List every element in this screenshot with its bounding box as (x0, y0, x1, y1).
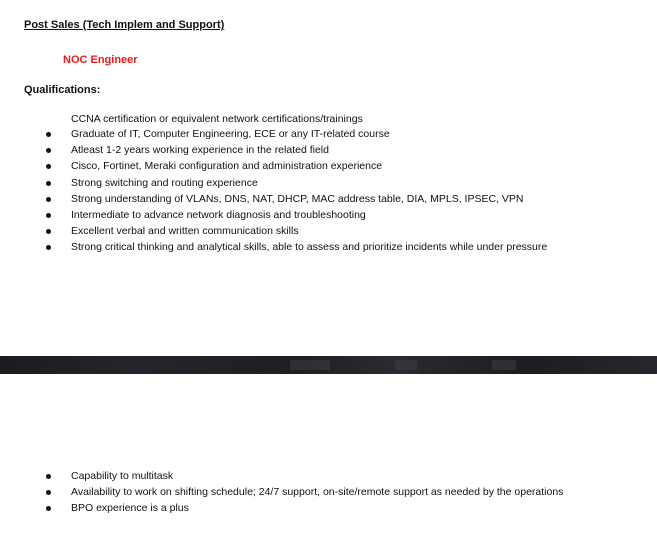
band-segment (492, 360, 516, 370)
list-item-text: Cisco, Fortinet, Meraki configuration and administration experience (71, 160, 383, 173)
section-title: Post Sales (Tech Implem and Support) (24, 19, 225, 31)
bullet-dot-icon (46, 148, 51, 153)
bullet-dot-icon (46, 213, 51, 218)
list-item (0, 142, 657, 158)
bullet-dot-icon (46, 506, 51, 511)
list-item (0, 158, 657, 174)
bullet-dot-icon (46, 474, 51, 479)
list-item-text: Capability to multitask (71, 470, 174, 482)
band-segment (395, 360, 417, 370)
list-item (0, 175, 657, 191)
list-item-text: Intermediate to advance network diagnosis and troubleshooting (71, 208, 366, 221)
list-item-text: Excellent verbal and written communication skills (71, 225, 299, 238)
list-item (0, 500, 657, 516)
job-title: NOC Engineer (63, 54, 138, 66)
list-item-text: Strong understanding of VLANs, DNS, NAT, DHCP, MAC address table, DIA, MPLS, IPSEC, VPN (71, 192, 524, 205)
list-item-text: Atleast 1-2 years working experience in the related field (71, 144, 329, 157)
list-item (0, 239, 657, 255)
list-item (0, 223, 657, 239)
list-item-text: Graduate of IT, Computer Engineering, ECE or any IT-related course (71, 128, 390, 140)
bullet-dot-icon (46, 197, 51, 202)
list-item-text: BPO experience is a plus (71, 502, 189, 515)
bullet-dot-icon (46, 132, 51, 137)
qualifications-list-continued (0, 468, 657, 517)
list-item (0, 484, 657, 500)
qualifications-list (0, 126, 657, 256)
bullet-dot-icon (46, 229, 51, 234)
band-segment (290, 360, 330, 370)
list-item-text: Strong critical thinking and analytical skills, able to assess and prioritize incidents while under pressure (71, 241, 548, 254)
list-item-text: Strong switching and routing experience (71, 176, 258, 189)
qualification-intro-line: CCNA certification or equivalent network certifications/trainings (71, 113, 363, 125)
bullet-dot-icon (46, 490, 51, 495)
list-item (0, 191, 657, 207)
bullet-dot-icon (46, 181, 51, 186)
list-item (0, 468, 657, 484)
list-item-text: Availability to work on shifting schedule; 24/7 support, on-site/remote support as needed by the operations (71, 486, 564, 499)
list-item (0, 126, 657, 142)
list-item (0, 207, 657, 223)
qualifications-heading: Qualifications: (24, 84, 101, 96)
bullet-dot-icon (46, 245, 51, 250)
bullet-dot-icon (46, 164, 51, 169)
